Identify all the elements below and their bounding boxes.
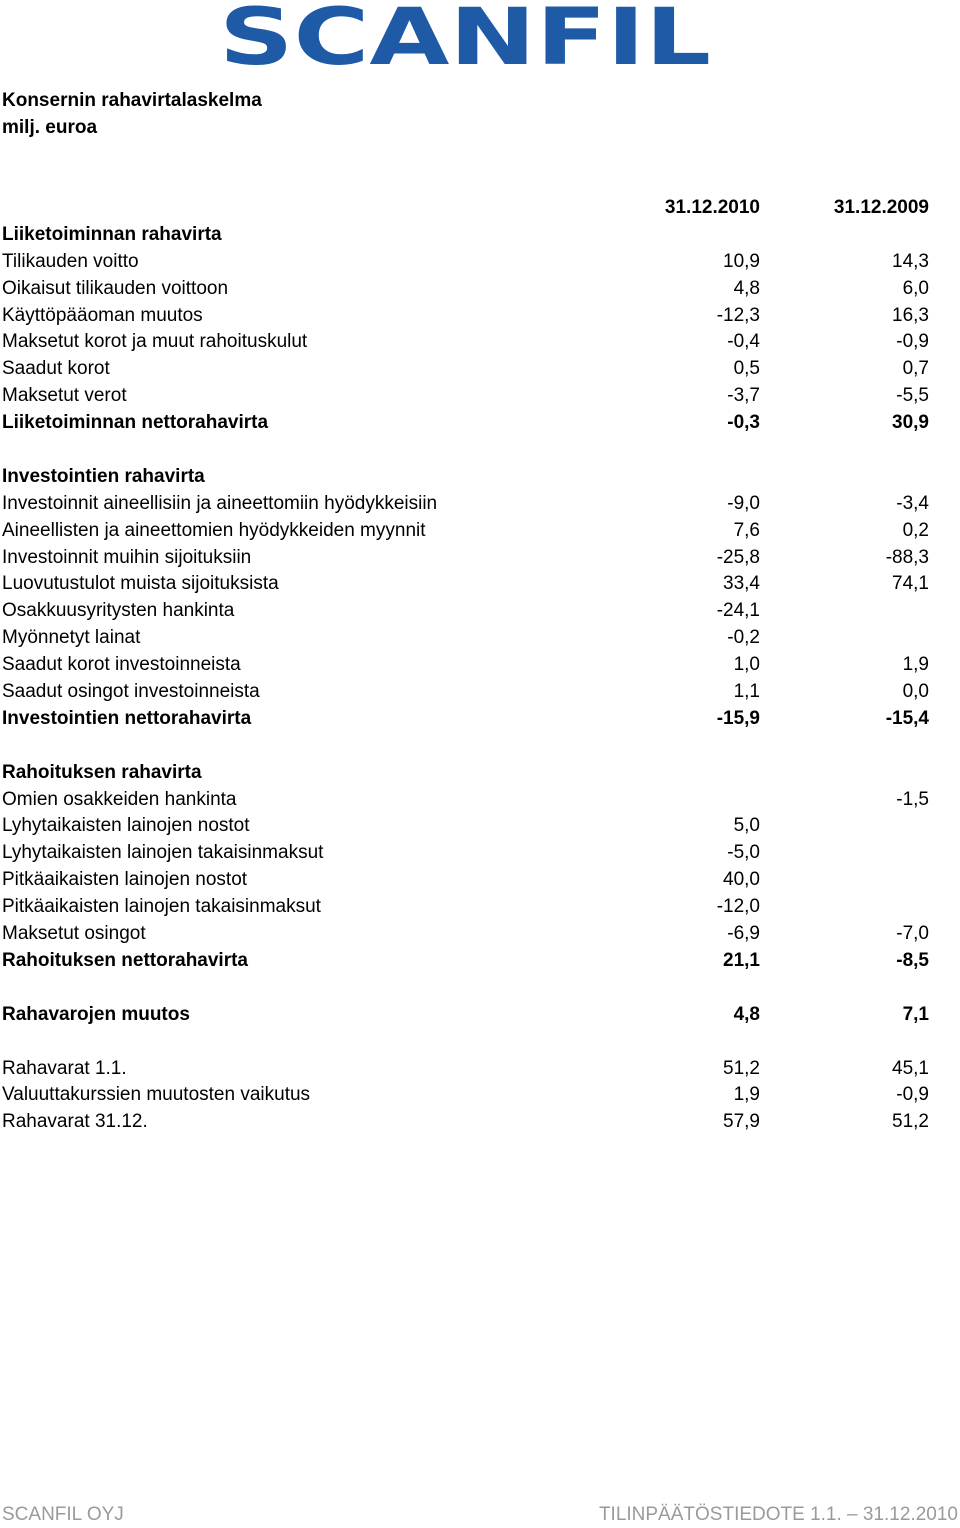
row-label: Käyttöpääoman muutos: [2, 304, 203, 326]
value-2010: -3,7: [727, 385, 760, 407]
row-label: Rahavarat 1.1.: [2, 1057, 127, 1079]
value-2010: -5,0: [727, 842, 760, 864]
table-row: [0, 894, 960, 921]
value-2010: -24,1: [716, 600, 760, 622]
value-2009: -7,0: [896, 923, 929, 945]
row-label: Pitkäaikaisten lainojen nostot: [2, 869, 248, 891]
value-2010: 7,6: [733, 519, 760, 541]
row-label: Omien osakkeiden hankinta: [2, 788, 237, 810]
value-2009: -88,3: [885, 546, 929, 568]
value-2009: -0,9: [896, 331, 929, 353]
value-2010: 1,0: [733, 654, 760, 676]
table-row: [0, 921, 960, 948]
value-2010: -0,2: [727, 627, 760, 649]
value-2010: 0,5: [733, 358, 760, 380]
value-2010: 1,9: [733, 1084, 760, 1106]
table-row: [0, 1002, 960, 1029]
page-title: Konsernin rahavirtalaskelma: [2, 90, 262, 111]
row-label: Lyhytaikaisten lainojen takaisinmaksut: [2, 842, 324, 864]
value-2010: 1,1: [733, 681, 760, 703]
value-2010: -12,0: [716, 896, 760, 918]
row-label: Maksetut verot: [2, 385, 127, 407]
table-row: [0, 598, 960, 625]
table-row: [0, 652, 960, 679]
table-row: [0, 383, 960, 410]
value-2010: 4,8: [733, 1003, 760, 1025]
row-label: Tilikauden voitto: [2, 250, 139, 272]
column-header-row: [0, 195, 960, 222]
row-label: Investoinnit muihin sijoituksiin: [2, 546, 252, 568]
value-2010: 40,0: [723, 869, 760, 891]
company-logo: [216, 2, 714, 70]
value-2010: 33,4: [723, 573, 760, 595]
value-2010: -6,9: [727, 923, 760, 945]
value-2010: 21,1: [723, 949, 760, 971]
value-2009: -5,5: [896, 385, 929, 407]
row-label: Myönnetyt lainat: [2, 627, 141, 649]
row-label: Oikaisut tilikauden voittoon: [2, 277, 229, 299]
value-2010: 57,9: [723, 1111, 760, 1133]
table-row: [0, 625, 960, 652]
row-label: Lyhytaikaisten lainojen nostot: [2, 815, 250, 837]
row-label: Liiketoiminnan nettorahavirta: [2, 412, 269, 434]
unit-label: milj. euroa: [2, 117, 98, 138]
row-label: Osakkuusyritysten hankinta: [2, 600, 235, 622]
table-row: [0, 1109, 960, 1136]
row-label: Luovutustulot muista sijoituksista: [2, 573, 279, 595]
column-header-2010: 31.12.2010: [664, 197, 760, 218]
table-row: [0, 760, 960, 787]
value-2009: -15,4: [885, 707, 929, 729]
table-row: [0, 276, 960, 303]
spacer-row: [0, 437, 960, 464]
footer-company-name: SCANFIL OYJ: [2, 1504, 124, 1525]
value-2009: 6,0: [902, 277, 929, 299]
table-row: [0, 491, 960, 518]
value-2009: -8,5: [896, 949, 929, 971]
value-2009: 7,1: [902, 1003, 929, 1025]
row-label: Investoinnit aineellisiin ja aineettomiin hyödykkeisiin: [2, 492, 438, 514]
value-2010: -0,3: [727, 412, 760, 434]
value-2010: 4,8: [733, 277, 760, 299]
table-row: [0, 867, 960, 894]
table-row: [0, 249, 960, 276]
table-row: [0, 303, 960, 330]
value-2010: 5,0: [733, 815, 760, 837]
row-label: Saadut osingot investoinneista: [2, 681, 260, 703]
table-row: [0, 518, 960, 545]
value-2009: -0,9: [896, 1084, 929, 1106]
table-row: [0, 813, 960, 840]
row-label: Investointien rahavirta: [2, 465, 205, 487]
value-2009: 0,0: [902, 681, 929, 703]
value-2009: 14,3: [892, 250, 929, 272]
value-2009: 51,2: [892, 1111, 929, 1133]
row-label: Saadut korot: [2, 358, 110, 380]
value-2009: 16,3: [892, 304, 929, 326]
table-row: [0, 571, 960, 598]
value-2009: 0,7: [902, 358, 929, 380]
value-2009: 30,9: [892, 412, 929, 434]
row-label: Valuuttakurssien muutosten vaikutus: [2, 1084, 311, 1106]
value-2009: -1,5: [896, 788, 929, 810]
table-row: [0, 1082, 960, 1109]
spacer-row: [0, 1029, 960, 1056]
table-row: [0, 679, 960, 706]
value-2010: 10,9: [723, 250, 760, 272]
value-2010: -12,3: [716, 304, 760, 326]
value-2009: -3,4: [896, 492, 929, 514]
scanfil-logo-image: [216, 2, 714, 70]
table-row: [0, 706, 960, 733]
value-2009: 45,1: [892, 1057, 929, 1079]
table-row: [0, 410, 960, 437]
cash-flow-table: [0, 195, 960, 1136]
row-label: Rahoituksen rahavirta: [2, 761, 202, 783]
table-row: [0, 329, 960, 356]
row-label: Pitkäaikaisten lainojen takaisinmaksut: [2, 896, 321, 918]
table-row: [0, 356, 960, 383]
value-2009: 1,9: [902, 654, 929, 676]
spacer-row: [0, 733, 960, 760]
row-label: Maksetut osingot: [2, 923, 146, 945]
table-row: [0, 545, 960, 572]
value-2009: 74,1: [892, 573, 929, 595]
row-label: Rahavarojen muutos: [2, 1003, 190, 1025]
table-row: [0, 464, 960, 491]
value-2010: -15,9: [716, 707, 760, 729]
row-label: Rahavarat 31.12.: [2, 1111, 148, 1133]
row-label: Maksetut korot ja muut rahoituskulut: [2, 331, 308, 353]
value-2010: 51,2: [723, 1057, 760, 1079]
row-label: Investointien nettorahavirta: [2, 707, 252, 729]
value-2009: 0,2: [902, 519, 929, 541]
value-2010: -0,4: [727, 331, 760, 353]
row-label: Saadut korot investoinneista: [2, 654, 241, 676]
value-2010: -25,8: [716, 546, 760, 568]
table-body: [0, 222, 960, 1136]
footer-document-title: TILINPÄÄTÖSTIEDOTE 1.1. – 31.12.2010: [598, 1504, 958, 1525]
table-row: [0, 1056, 960, 1083]
table-row: [0, 840, 960, 867]
table-row: [0, 222, 960, 249]
table-row: [0, 787, 960, 814]
table-row: [0, 948, 960, 975]
logo-wordmark: SCANFIL: [219, 2, 711, 70]
column-header-2009: 31.12.2009: [833, 197, 929, 218]
spacer-row: [0, 975, 960, 1002]
row-label: Rahoituksen nettorahavirta: [2, 949, 248, 971]
row-label: Aineellisten ja aineettomien hyödykkeiden myynnit: [2, 519, 426, 541]
value-2010: -9,0: [727, 492, 760, 514]
row-label: Liiketoiminnan rahavirta: [2, 223, 222, 245]
